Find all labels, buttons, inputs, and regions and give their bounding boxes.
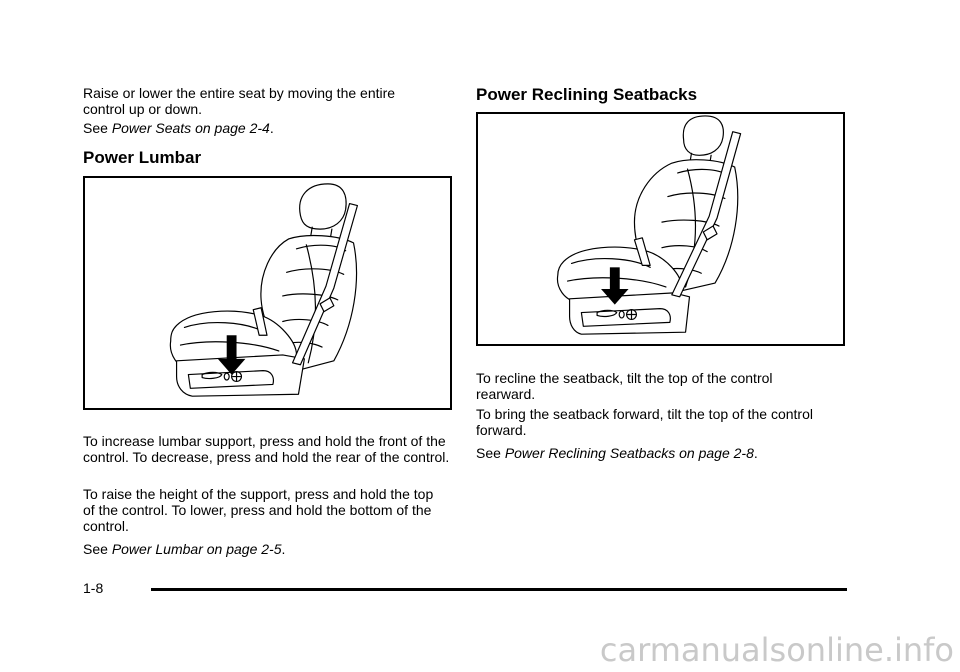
see-prefix: See [83, 541, 112, 557]
seat-recline-drawing [478, 114, 843, 344]
lumbar-paragraph-1: To increase lumbar support, press and hold the front of the control. To decrease, press and hold the rear of the control. [83, 433, 450, 465]
intro-paragraph: Raise or lower the entire seat by moving the entire control up or down. [83, 85, 396, 117]
see-reference-power-reclining [476, 445, 846, 461]
power-reclining-illustration [476, 112, 845, 346]
see-prefix: See [476, 445, 505, 461]
see-suffix: . [269, 120, 274, 136]
reference-link-power-seats[interactable]: Power Seats on page 2-4 [111, 120, 270, 136]
recline-paragraph-2: To bring the seatback forward, tilt the top of the control forward. [476, 406, 813, 438]
page-number: 1-8 [83, 580, 104, 596]
lumbar-paragraph-2: To raise the height of the support, press and hold the top of the control. To lower, press and hold the bottom of the control. [83, 486, 434, 534]
power-lumbar-illustration [83, 176, 452, 410]
recline-paragraph-1: To recline the seatback, tilt the top of the control rearward. [476, 370, 773, 402]
see-suffix: . [281, 541, 286, 557]
watermark: carmanualsonline.info [599, 631, 954, 669]
reference-link-power-lumbar[interactable]: Power Lumbar on page 2-5 [111, 541, 282, 557]
see-prefix: See [83, 120, 112, 136]
see-reference-power-lumbar [83, 541, 453, 557]
see-reference-power-seats [83, 120, 453, 136]
heading-power-reclining-seatbacks: Power Reclining Seatbacks [476, 85, 698, 104]
heading-power-lumbar: Power Lumbar [83, 148, 202, 167]
see-suffix: . [753, 445, 758, 461]
seat-lumbar-drawing [85, 178, 450, 408]
reference-link-power-reclining[interactable]: Power Reclining Seatbacks on page 2-8 [504, 445, 754, 461]
footer-rule [151, 588, 847, 591]
